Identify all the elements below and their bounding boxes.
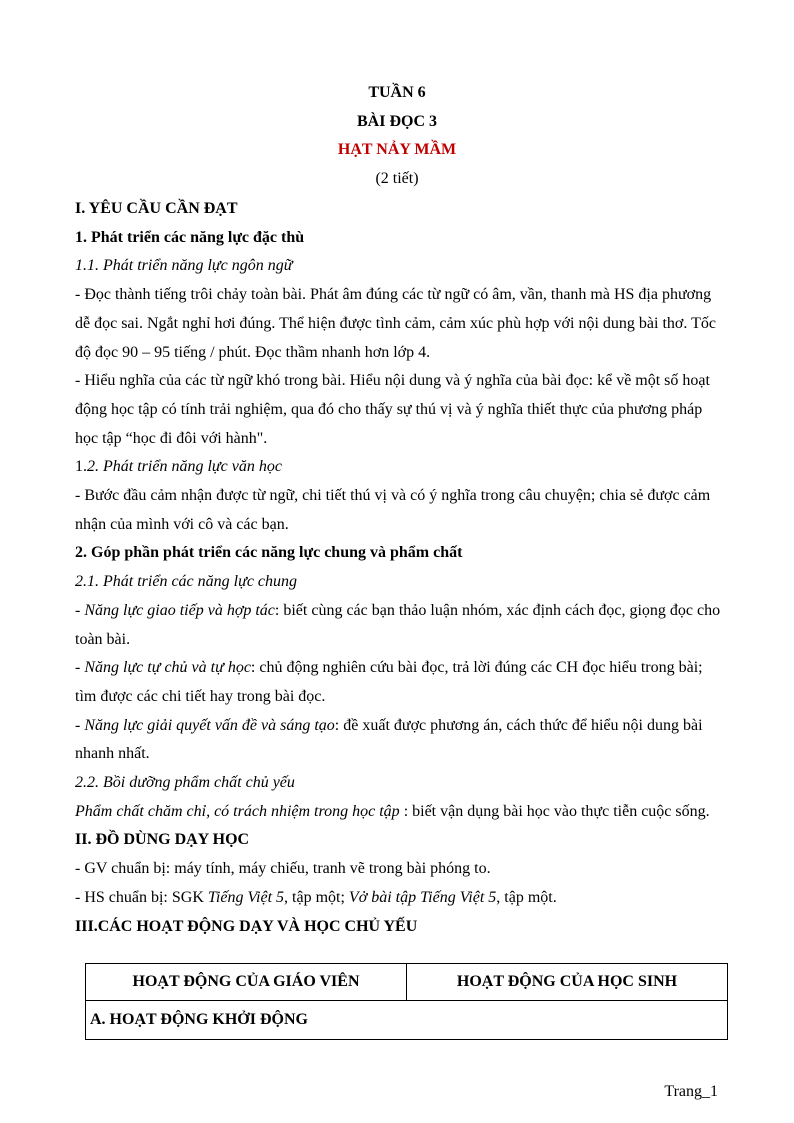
subheading-1: 1. Phát triển các năng lực đặc thù	[75, 228, 305, 246]
paragraph-reading: - Đọc thành tiếng trôi chảy toàn bài. Phát âm đúng các từ ngữ có âm, vần, thanh mà HS địa phương dễ đọc sai. Ngắt nghỉ hơi đúng. Thể hiện được tình cảm, cảm xúc phù hợp với nội dung bài thơ. Tốc độ đọc 90 – 95 tiếng / phút. Đọc thầm nhanh hơn lớp 4.	[75, 286, 716, 361]
quality-label: Phẩm chất chăm chỉ, có trách nhiệm trong học tập	[75, 802, 400, 820]
duration: (2 tiết)	[375, 170, 419, 187]
section-heading-3	[75, 913, 725, 942]
page-number: Trang_1	[664, 1083, 718, 1100]
subheading-1-1: 1.1. Phát triển năng lực ngôn ngữ	[75, 257, 293, 275]
competency-communication	[75, 597, 725, 654]
workbook-title: Vở bài tập Tiếng Việt 5	[348, 888, 497, 906]
warmup-section: A. HOẠT ĐỘNG KHỞI ĐỘNG	[86, 1001, 728, 1040]
quality-text: : biết vận dụng bài học vào thực tiễn cuộc sống.	[399, 802, 710, 820]
student-prep-e: , tập một.	[496, 888, 557, 906]
textbook-title: Tiếng Việt 5	[207, 888, 285, 906]
paragraph-understanding: - Hiểu nghĩa của các từ ngữ khó trong bài. Hiểu nội dung và ý nghĩa của bài đọc: kể về một số hoạt động học tập có tính trải nghiệm, qua đó cho thấy sự thú vị và ý nghĩa thiết thực của phương pháp học tập “học đi đôi với hành".	[75, 372, 710, 447]
quality-diligence	[75, 798, 725, 827]
section-3-title: .CÁC HOẠT ĐỘNG DẠY VÀ HỌC CHỦ YẾU	[93, 917, 418, 935]
competency-label: - Năng lực tự chủ và tự học	[75, 659, 251, 677]
competency-text: : chủ động nghiên cứu bài đọc, trả lời đúng các CH đọc hiểu trong bài; tìm được các chi tiết hay trong bài đọc.	[75, 659, 703, 705]
subheading-1-2-prefix: 1.	[75, 458, 87, 476]
lesson-heading: BÀI ĐỌC 3	[356, 113, 437, 130]
subheading-1-2-text: 2. Phát triển năng lực văn học	[87, 458, 282, 476]
activities-table	[85, 963, 728, 1040]
student-column-header: HOẠT ĐỘNG CỦA HỌC SINH	[407, 964, 728, 1001]
student-prep-c: , tập một;	[284, 888, 349, 906]
teacher-column-header: HOẠT ĐỘNG CỦA GIÁO VIÊN	[86, 964, 407, 1001]
table-section-row	[86, 1001, 728, 1040]
competency-label: - Năng lực giải quyết vấn đề và sáng tạo	[75, 716, 335, 734]
section-heading-2: II. ĐỒ DÙNG DẠY HỌC	[75, 831, 250, 849]
competency-text: : biết cùng các bạn thảo luận nhóm, xác định cách đọc, giọng đọc cho toàn bài.	[75, 601, 721, 648]
student-prep-a: - HS chuẩn bị: SGK	[75, 888, 208, 906]
lesson-title: HẠT NẢY MẦM	[337, 141, 457, 158]
paragraph-literature: - Bước đầu cảm nhận được từ ngữ, chi tiết thú vị và có ý nghĩa trong câu chuyện; chia sẻ được cảm nhận của mình với cô và các bạn.	[75, 487, 711, 533]
teacher-prep: - GV chuẩn bị: máy tính, máy chiếu, tranh vẽ trong bài phóng to.	[75, 860, 491, 878]
competency-problem-solving	[75, 712, 725, 769]
subheading-2-1: 2.1. Phát triển các năng lực chung	[75, 573, 298, 591]
student-prep	[75, 884, 725, 913]
week-heading: TUẦN 6	[368, 84, 426, 101]
table-header-row	[86, 964, 728, 1001]
document-body	[75, 195, 725, 941]
subheading-1-2	[75, 453, 725, 482]
section-3-numeral: III	[75, 917, 94, 935]
competency-text: : đề xuất được phương án, cách thức để hiểu nội dung bài nhanh nhất.	[75, 716, 703, 763]
subheading-2: 2. Góp phần phát triển các năng lực chung và phẩm chất	[75, 544, 463, 562]
subheading-2-2: 2.2. Bồi dưỡng phẩm chất chủ yếu	[75, 774, 295, 792]
section-heading-1: I. YÊU CẦU CẦN ĐẠT	[75, 200, 238, 217]
competency-label: - Năng lực giao tiếp và hợp tác	[75, 601, 275, 619]
competency-self-study	[75, 654, 725, 711]
